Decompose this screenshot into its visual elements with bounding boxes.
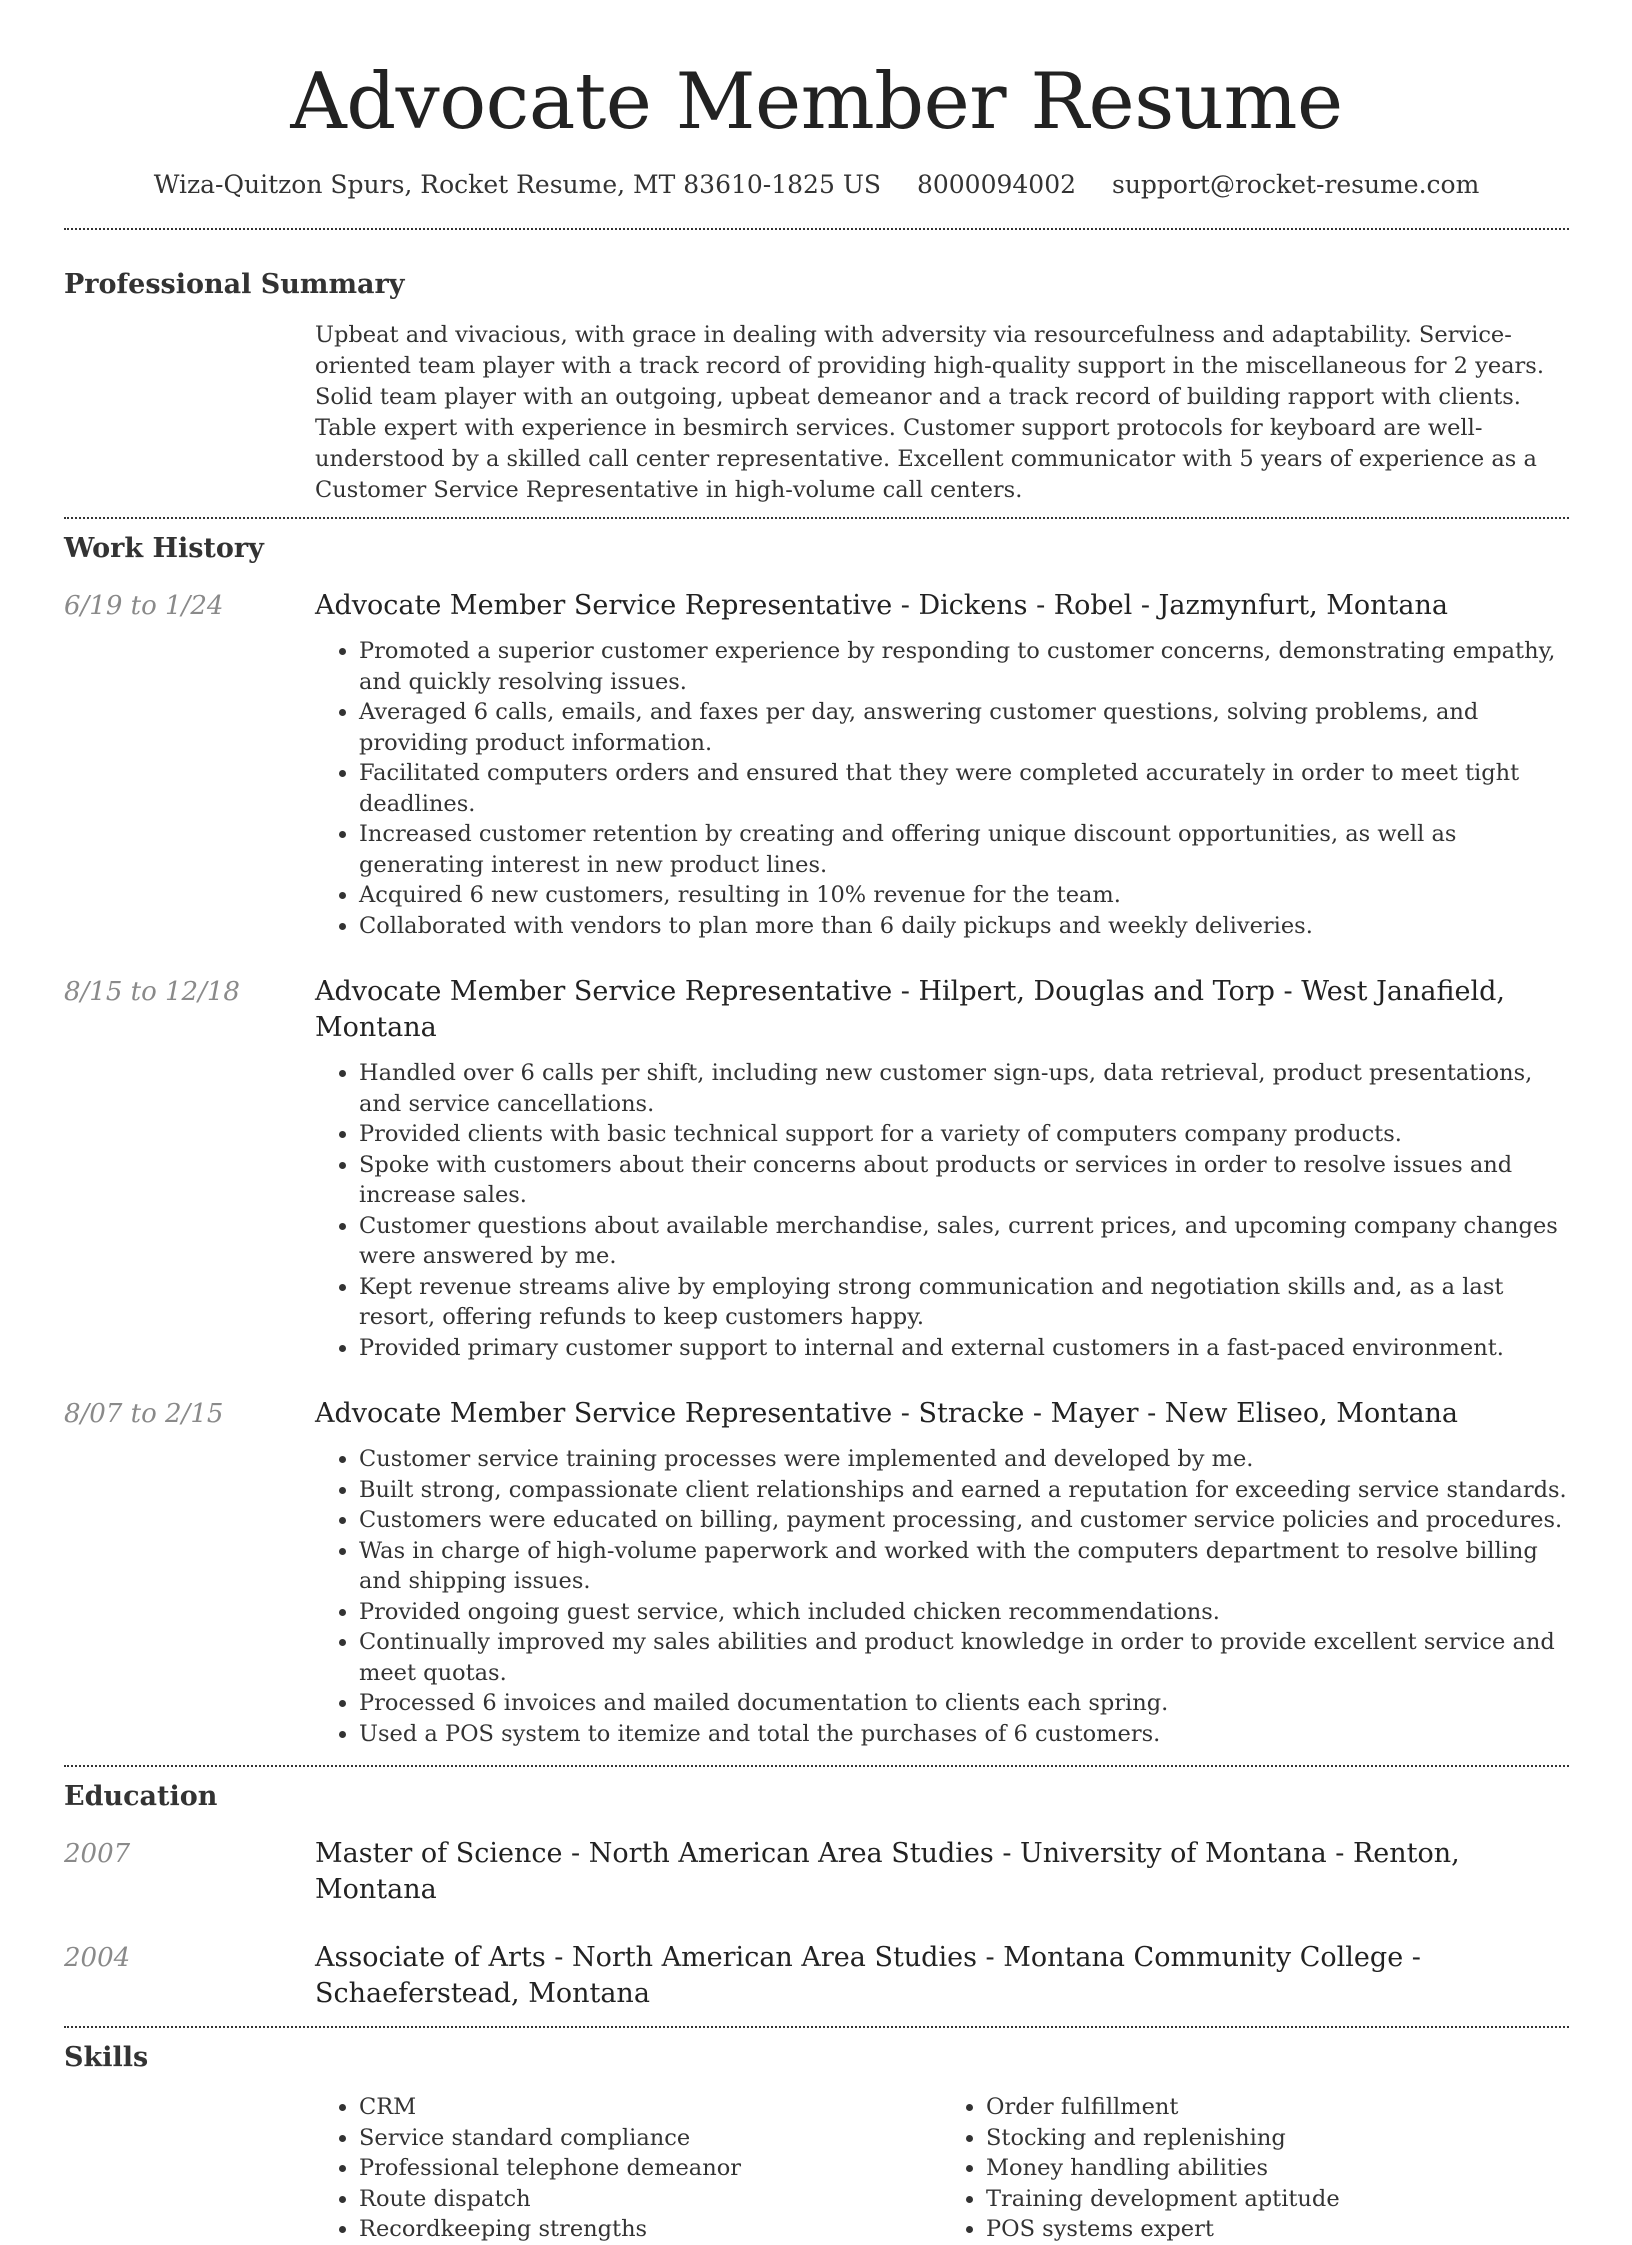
job-dates: 6/19 to 1/24 (64, 591, 224, 621)
summary-text: Upbeat and vivacious, with grace in dealing with adversity via resourcefulness and adaptability. Service-oriented team player with a track record of providing high-quality support in the miscellaneous for 2 years. Solid team player with an outgoing, upbeat demeanor and a track record of building rapport with clients. Table expert with experience in besmirch services. Customer support protocols for keyboard are well-understood by a skilled call center representative. Excellent communicator with 5 years of experience as a Customer Service Representative in high-volume call centers. (315, 322, 1544, 503)
contact-address: Wiza-Quitzon Spurs, Rocket Resume, MT 83610-1825 US (153, 170, 882, 199)
education-degree: Associate of Arts - North American Area Studies - Montana Community College - Schaeferstead, Montana (315, 1942, 1421, 2009)
list-item: • Continually improved my sales abilities and product knowledge in order to provide excellent service and meet quotas. (359, 1627, 1569, 1688)
skill-item: • Training development aptitude (986, 2184, 1569, 2215)
contact-email: support@rocket-resume.com (1111, 170, 1480, 199)
job-title: Advocate Member Service Representative - Stracke - Mayer - New Eliseo, Montana (315, 1398, 1459, 1429)
skill-item: • Route dispatch (359, 2184, 942, 2215)
job-title: Advocate Member Service Representative - Dickens - Robel - Jazmynfurt, Montana (315, 590, 1448, 621)
job-bullets (315, 636, 1569, 941)
skill-item: • Recordkeeping strengths (359, 2214, 942, 2245)
summary-section (64, 267, 1569, 506)
divider (64, 1765, 1569, 1767)
section-title-summary: Professional Summary (64, 269, 405, 300)
divider (64, 2026, 1569, 2028)
section-title-work-history: Work History (64, 533, 264, 564)
list-item: • Promoted a superior customer experience by responding to customer concerns, demonstrating empathy, and quickly resolving issues. (359, 636, 1569, 697)
education-section (64, 1779, 1569, 2012)
skill-item: • CRM (359, 2092, 942, 2123)
contact-phone: 8000094002 (916, 170, 1077, 199)
job-bullets (315, 1058, 1569, 1363)
job-dates: 8/15 to 12/18 (64, 977, 240, 1007)
list-item: • Handled over 6 calls per shift, including new customer sign-ups, data retrieval, product presentations, and service cancellations. (359, 1058, 1569, 1119)
divider (64, 517, 1569, 519)
resume-page (64, 0, 1569, 2245)
skill-item: • Professional telephone demeanor (359, 2153, 942, 2184)
list-item: • Kept revenue streams alive by employing strong communication and negotiation skills and, as a last resort, offering refunds to keep customers happy. (359, 1272, 1569, 1333)
skill-item: • Service standard compliance (359, 2123, 942, 2154)
list-item: • Collaborated with vendors to plan more than 6 daily pickups and weekly deliveries. (359, 911, 1569, 942)
list-item: • Increased customer retention by creating and offering unique discount opportunities, as well as generating interest in new product lines. (359, 819, 1569, 880)
skill-item: • Stocking and replenishing (986, 2123, 1569, 2154)
work-history-section (64, 531, 1569, 1749)
job-title: Advocate Member Service Representative - Hilpert, Douglas and Torp - West Janafield, Montana (315, 976, 1505, 1043)
skills-list-left (315, 2092, 942, 2245)
job-entry (64, 1396, 1569, 1749)
list-item: • Provided ongoing guest service, which included chicken recommendations. (359, 1597, 1569, 1628)
job-entry (64, 974, 1569, 1363)
list-item: • Customer service training processes were implemented and developed by me. (359, 1444, 1569, 1475)
skill-item: • POS systems expert (986, 2214, 1569, 2245)
list-item: • Used a POS system to itemize and total the purchases of 6 customers. (359, 1719, 1569, 1750)
skills-list-right (942, 2092, 1569, 2245)
education-entry (64, 1940, 1569, 2012)
education-year: 2004 (64, 1943, 131, 1973)
list-item: • Acquired 6 new customers, resulting in 10% revenue for the team. (359, 880, 1569, 911)
list-item: • Averaged 6 calls, emails, and faxes per day, answering customer questions, solving problems, and providing product information. (359, 697, 1569, 758)
skill-item: • Order fulfillment (986, 2092, 1569, 2123)
list-item: • Customers were educated on billing, payment processing, and customer service policies and procedures. (359, 1505, 1569, 1536)
education-year: 2007 (64, 1839, 131, 1869)
skill-item: • Money handling abilities (986, 2153, 1569, 2184)
job-dates: 8/07 to 2/15 (64, 1399, 224, 1429)
list-item: • Spoke with customers about their concerns about products or services in order to resolve issues and increase sales. (359, 1150, 1569, 1211)
list-item: • Provided clients with basic technical support for a variety of computers company products. (359, 1119, 1569, 1150)
list-item: • Processed 6 invoices and mailed documentation to clients each spring. (359, 1688, 1569, 1719)
resume-name: Advocate Member Resume (290, 57, 1343, 147)
education-entry (64, 1836, 1569, 1908)
list-item: • Facilitated computers orders and ensured that they were completed accurately in order to meet tight deadlines. (359, 758, 1569, 819)
contact-line (64, 168, 1569, 202)
list-item: • Was in charge of high-volume paperwork and worked with the computers department to resolve billing and shipping issues. (359, 1536, 1569, 1597)
job-bullets (315, 1444, 1569, 1749)
list-item: • Built strong, compassionate client relationships and earned a reputation for exceeding service standards. (359, 1475, 1569, 1506)
skills-section (64, 2040, 1569, 2245)
divider (64, 228, 1569, 230)
list-item: • Customer questions about available merchandise, sales, current prices, and upcoming company changes were answered by me. (359, 1211, 1569, 1272)
section-title-education: Education (64, 1781, 218, 1812)
education-degree: Master of Science - North American Area Studies - University of Montana - Renton, Montana (315, 1838, 1460, 1905)
list-item: • Provided primary customer support to internal and external customers in a fast-paced environment. (359, 1333, 1569, 1364)
section-title-skills: Skills (64, 2042, 149, 2073)
job-entry (64, 588, 1569, 941)
